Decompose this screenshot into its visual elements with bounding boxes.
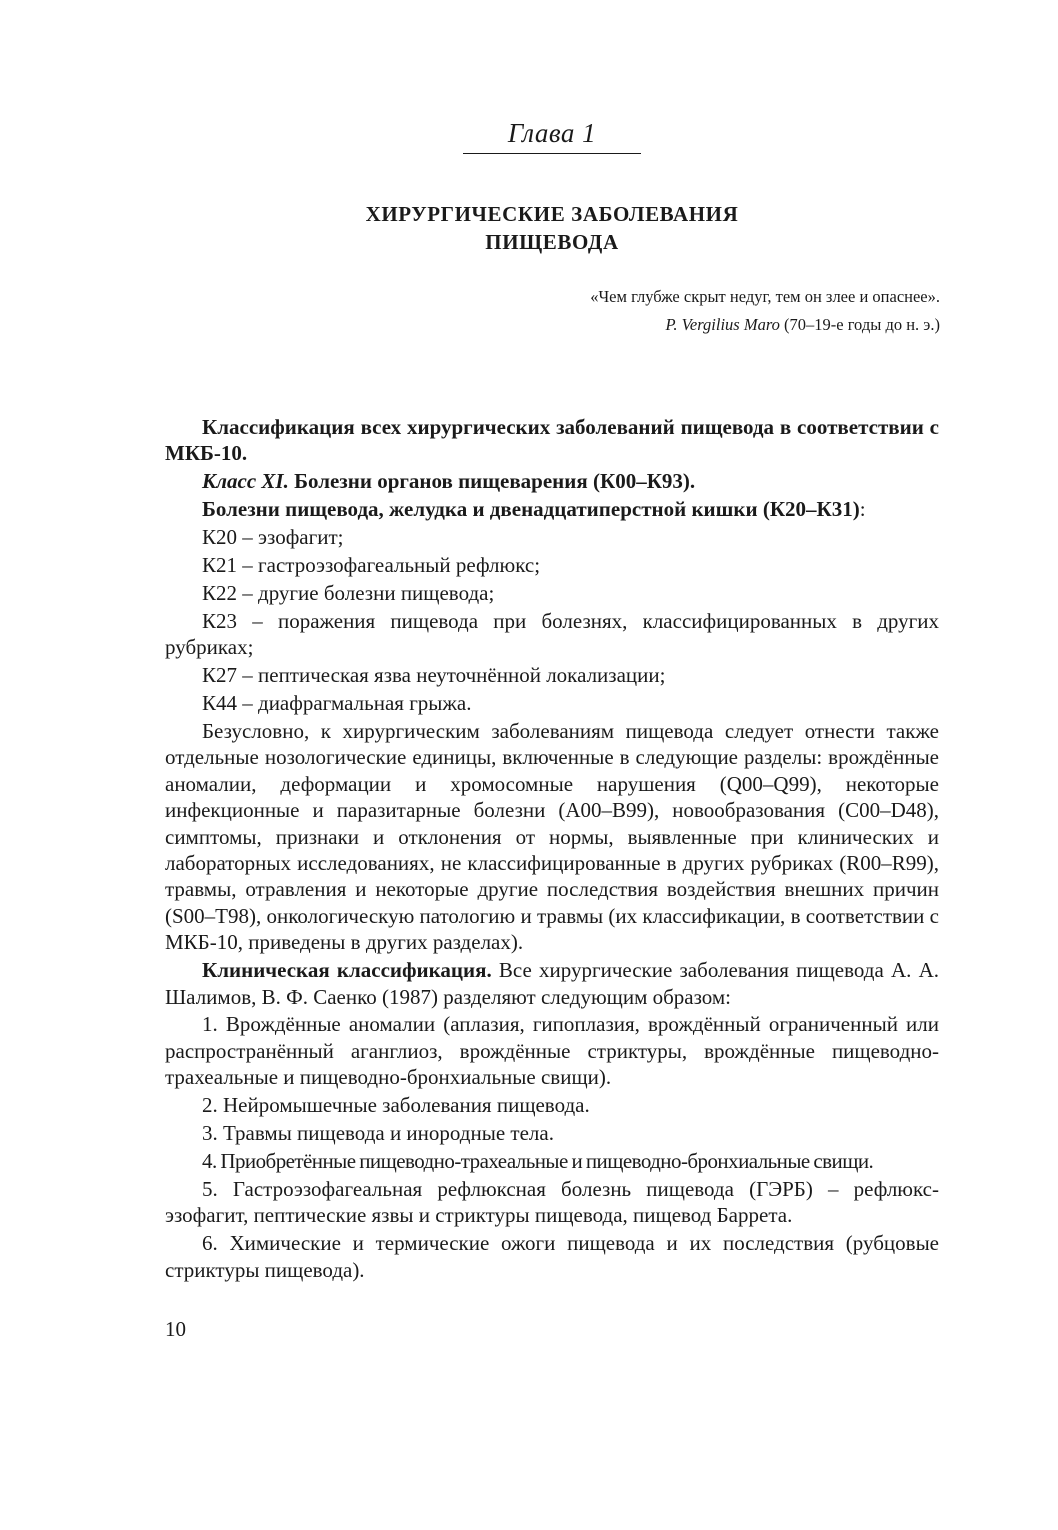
classification-heading: Классификация всех хирургических заболеваний пищевода в соответствии с МКБ-10. [165, 415, 939, 466]
clinical-intro: Все хирургические заболевания пищевода А. А. Шалимов, В. Ф. Саенко (1987) разделяют следующим образом: [165, 958, 939, 1009]
group-suffix: : [859, 497, 866, 522]
class-line [165, 468, 939, 494]
epigraph-years: (70–19-е годы до н. э.) [779, 315, 940, 334]
epigraph-quote: «Чем глубже скрыт недуг, тем он злее и опаснее». [590, 287, 940, 306]
class-label: Класс XI. [202, 469, 289, 494]
chapter-title-line-1: ХИРУРГИЧЕСКИЕ ЗАБОЛЕВАНИЯ [365, 202, 739, 226]
code-item: К21 – гастроэзофагеальный рефлюкс; [202, 553, 541, 578]
clinical-item: 5. Гастроэзофагеальная рефлюксная болезнь пищевода (ГЭРБ) – рефлюкс-эзофагит, пептические язвы и стриктуры пищевода, пищевод Баррета. [165, 1176, 939, 1228]
page-number: 10 [165, 1317, 186, 1341]
group-line [165, 496, 939, 522]
clinical-heading: Клиническая классификация. [202, 958, 492, 983]
clinical-item: 4. Приобретённые пищеводно-трахеальные и пищеводно-бронхиальные свищи. [202, 1148, 874, 1173]
clinical-item: 3. Травмы пищевода и инородные тела. [202, 1121, 554, 1146]
chapter-label: Глава 1 [507, 118, 597, 148]
clinical-item: 6. Химические и термические ожоги пищевода и их последствия (рубцовые стриктуры пищевода). [165, 1231, 939, 1282]
clinical-item: 2. Нейромышечные заболевания пищевода. [202, 1093, 590, 1118]
group-text: Болезни пищевода, желудка и двенадцатиперстной кишки (К20–К31) [202, 497, 860, 522]
code-item: К20 – эзофагит; [202, 525, 344, 550]
epigraph-author: P. Vergilius Maro [665, 315, 780, 334]
code-item: К22 – другие болезни пищевода; [202, 580, 495, 605]
classification-note: Безусловно, к хирургическим заболеваниям пищевода следует отнести также отдельные нозологические единицы, включенные в следующие разделы: врождённые аномалии, деформации и хромосомные нарушения (Q00–Q99), некоторые инфекционные и паразитарные болезни (А00–В99), новообразования (С00–D48), симптомы, признаки и отклонения от нормы, выявленные при клинических и лабораторных исследованиях, не классифицированные в других рубриках (R00–R99), травмы, отравления и некоторые другие последствия воздействия внешних причин (S00–T98), онкологическую патологию и травмы (их классификации, в соответствии с МКБ-10, приведены в других разделах). [165, 718, 939, 955]
clinical-classification [165, 957, 939, 1010]
code-item: К27 – пептическая язва неуточнённой локализации; [202, 663, 666, 688]
epigraph [590, 283, 940, 339]
class-text: Болезни органов пищеварения (К00–К93). [288, 469, 696, 494]
code-item: К44 – диафрагмальная грыжа. [202, 691, 472, 716]
chapter-title-line-2: ПИЩЕВОДА [485, 230, 619, 254]
epigraph-attribution [590, 311, 940, 339]
clinical-item: 1. Врождённые аномалии (аплазия, гипоплазия, врождённый ограниченный или распространённый аганглиоз, врождённые стриктуры, врождённые пищеводно-трахеальные и пищеводно-бронхиальные свищи). [165, 1012, 939, 1090]
main-text [165, 414, 939, 1285]
chapter-underline [463, 153, 641, 154]
chapter-title [0, 200, 1058, 256]
code-item: К23 – поражения пищевода при болезнях, классифицированных в других рубриках; [165, 608, 939, 660]
